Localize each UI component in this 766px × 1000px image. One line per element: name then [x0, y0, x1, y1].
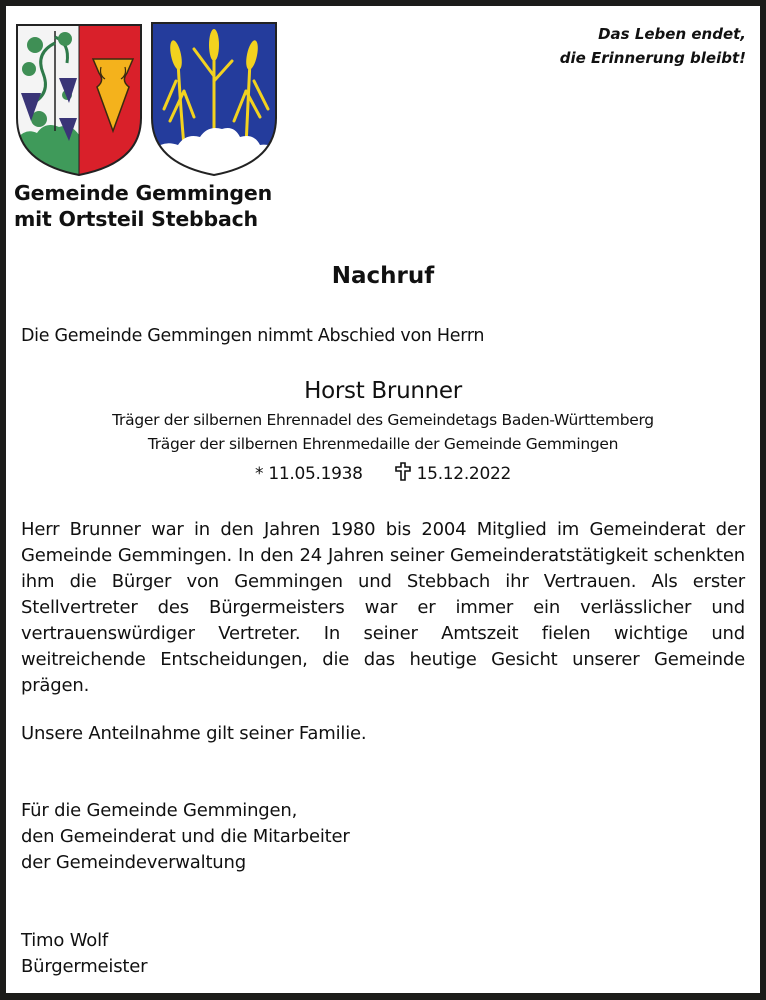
motto-line-2: die Erinnerung bleibt!	[559, 49, 746, 67]
obituary-notice	[6, 6, 760, 993]
honor-line-1: Träger der silbernen Ehrennadel des Gemeindetags Baden-Württemberg	[112, 411, 654, 429]
life-dates	[6, 462, 760, 484]
motto-line-1: Das Leben endet,	[598, 25, 746, 43]
closing-line-2: den Gemeinderat und die Mitarbeiter	[21, 826, 350, 847]
motto	[560, 22, 746, 70]
signature-block	[21, 928, 147, 980]
cross-icon	[395, 462, 411, 481]
stebbach-coat-of-arms-icon	[150, 21, 278, 177]
signer-title: Bürgermeister	[21, 956, 148, 977]
honor-line-2: Träger der silbernen Ehrenmedaille der Gemeinde Gemmingen	[147, 435, 619, 453]
deceased-name: Horst Brunner	[304, 378, 462, 404]
condolence-text: Unsere Anteilnahme gilt seiner Familie.	[21, 723, 367, 744]
organization-title	[14, 180, 272, 232]
closing-line-1: Für die Gemeinde Gemmingen,	[21, 800, 298, 821]
closing-line-3: der Gemeindeverwaltung	[21, 852, 246, 873]
organization-line-2: mit Ortsteil Stebbach	[14, 207, 258, 231]
signer-name: Timo Wolf	[21, 930, 109, 951]
obituary-body: Herr Brunner war in den Jahren 1980 bis 2004 Mitglied im Gemeinderat der Gemeinde Gemmingen. In den 24 Jahren seiner Gemeinderatstätigkeit schenkten ihm die Bürger von Gemmingen und Stebbach ihr Vertrauen. Als erster Stellvertreter des Bürgermeisters war er immer ein verlässlicher und vertrauenswürdiger Vertreter. In seiner Amtszeit fielen wichtige und weitreichende Entscheidungen, die das heutige Gesicht unserer Gemeinde prägen.	[21, 519, 745, 696]
intro-text: Die Gemeinde Gemmingen nimmt Abschied von Herrn	[21, 326, 485, 346]
birth-symbol: *	[255, 464, 264, 484]
notice-title: Nachruf	[331, 263, 435, 289]
birth-date: 11.05.1938	[268, 464, 363, 484]
organization-line-1: Gemeinde Gemmingen	[14, 181, 272, 205]
death-date: 15.12.2022	[416, 464, 511, 484]
gemmingen-coat-of-arms-icon	[15, 23, 143, 177]
closing-block	[21, 798, 350, 876]
